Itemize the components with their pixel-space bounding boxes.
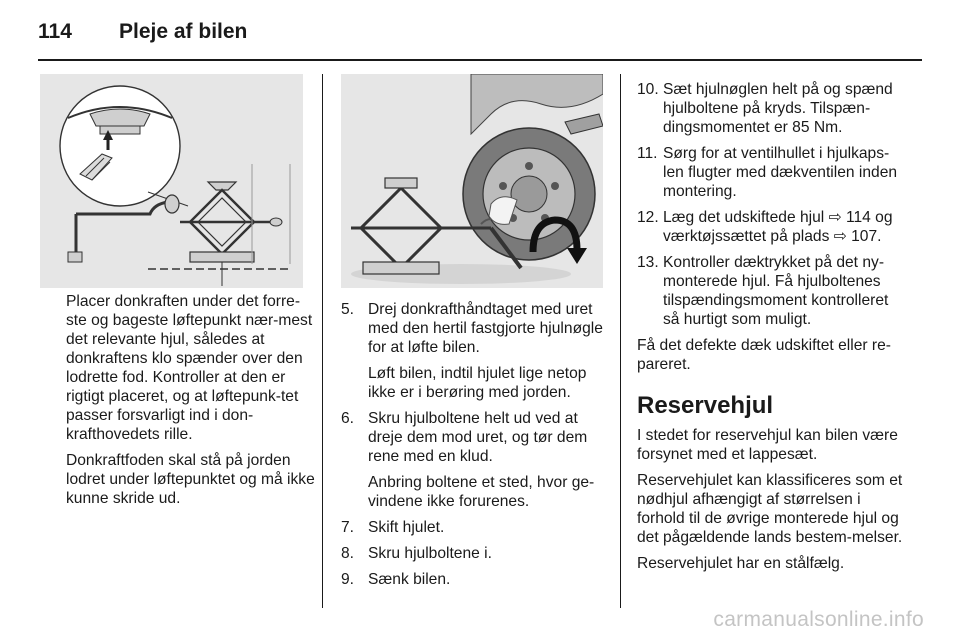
paragraph: Placer donkraften under det forre-ste og bageste løftepunkt nær-mest det relevante hjul, således at donkraftens klo spænder over den lodrette fod. Kontroller at den er rigtigt placeret, og at løftepunk-tet passer forsvarligt ind i don-krafthovedets rille. [66,293,313,443]
step-number: 6. [341,410,355,427]
middle-column-steps [341,300,603,596]
list-item [341,300,603,402]
step-text: Kontroller dæktrykket på det ny-monterede hjul. Få hjulboltenes tilspændingsmoment kontrolleret så hurtigt som muligt. [663,254,889,328]
page-number: 114 [38,20,72,43]
page-title: Pleje af bilen [119,20,248,43]
step-text: Løft bilen, indtil hjulet lige netop ikke er i berøring med jorden. [368,365,587,401]
step-number: 9. [341,571,355,588]
step-number: 10. [637,81,659,98]
column-divider-right [620,74,621,608]
header-rule [38,59,922,61]
step-number: 8. [341,545,355,562]
paragraph: Reservehjulet kan klassificeres som et nødhjul afhængigt af størrelsen i forhold til de øvrige monterede hjul og det pågældende lands bestem-melser. [637,472,903,546]
right-column [637,80,904,580]
list-item [637,144,904,201]
list-item [341,544,603,563]
list-item [341,570,603,589]
list-item [341,409,603,511]
step-text: Skift hjulet. [368,519,445,536]
jack-illustration [40,74,303,288]
step-text: Anbring boltene et sted, hvor ge-vindene ikke forurenes. [368,474,595,510]
step-number: 7. [341,519,355,536]
step-text: Skru hjulboltene helt ud ved at dreje dem mod uret, og tør dem rene med en klud. [368,410,588,465]
list-item [341,518,603,537]
paragraph: Donkraftfoden skal stå på jorden lodret under løftepunktet og må ikke kunne skride ud. [66,452,315,507]
step-text: Sænk bilen. [368,571,451,588]
list-item [637,253,904,329]
left-column-text [66,292,316,515]
paragraph: I stedet for reservehjul kan bilen være forsynet med et lappesæt. [637,427,898,463]
column-divider-left [322,74,323,608]
step-text: Drej donkrafthåndtaget med uret med den hertil fastgjorte hjulnøgle for at løfte bilen. [368,301,603,356]
section-heading: Reservehjul [637,392,774,419]
step-text: Sæt hjulnøglen helt på og spænd hjulboltene på kryds. Tilspæn-dingsmomentet er 85 Nm. [663,81,893,136]
step-number: 11. [637,145,658,162]
list-item [637,80,904,137]
step-number: 5. [341,301,355,318]
step-text: Læg det udskiftede hjul ⇨ 114 og værktøjssættet på plads ⇨ 107. [663,209,893,245]
step-number: 13. [637,254,659,271]
paragraph: Få det defekte dæk udskiftet eller re-pareret. [637,337,891,373]
wheel-change-illustration [341,74,603,288]
watermark: carmanualsonline.info [713,608,924,631]
step-text: Sørg for at ventilhullet i hjulkaps-len flugter med dækventilen inden montering. [663,145,898,200]
page-header [38,14,928,50]
step-text: Skru hjulboltene i. [368,545,492,562]
paragraph: Reservehjulet har en stålfælg. [637,555,845,572]
step-number: 12. [637,209,659,226]
list-item [637,208,904,246]
